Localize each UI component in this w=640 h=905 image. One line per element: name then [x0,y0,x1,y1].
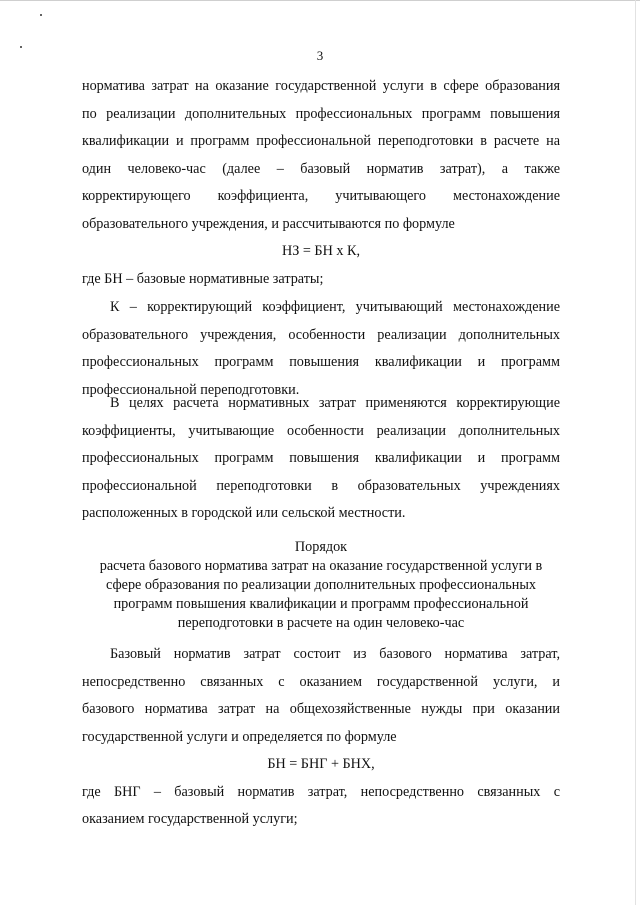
text-line: профессиональной переподготовки в образовательных учреждениях [82,477,560,494]
paragraph-base-norm [82,641,560,834]
text-line: оказанием государственной услуги; [82,811,298,827]
text-line: квалификации и программ профессиональной переподготовки в расчете на [82,133,560,149]
text-line: где БН – базовые нормативные затраты; [82,270,324,287]
text-line: расположенных в городской или сельской местности. [82,505,406,521]
text-line: где БНГ – базовый норматив затрат, непосредственно связанных с [82,783,560,800]
text-line: К – корректирующий коэффициент, учитывающий местонахождение [110,299,560,315]
text-line: профессиональной переподготовки. [82,381,300,398]
text-line: профессиональных программ повышения квалификации и программ [82,450,560,466]
scan-edge-right [635,0,636,905]
paragraph-coefficient [82,294,560,404]
heading-line: сфере образования по реализации дополнительных профессиональных [106,577,536,593]
text-line: профессиональных программ повышения квалификации и программ [82,354,560,370]
page-number: 3 [316,48,324,63]
formula-nz: НЗ = БН х К, [281,243,361,259]
paragraph-intro [82,73,560,293]
text-line: государственной услуги и определяется по формуле [82,728,397,745]
scan-speck [40,14,42,16]
heading-line: расчета базового норматива затрат на оказание государственной услуги в [99,558,543,574]
heading-line: программ повышения квалификации и программ профессиональной [113,596,529,612]
text-line: корректирующего коэффициента, учитывающего местонахождение [82,188,560,204]
text-line: один человеко-час (далее – базовый норматив затрат), а также [82,160,560,177]
text-line: норматива затрат на оказание государственной услуги в сфере образования [82,78,560,94]
text-line: по реализации дополнительных профессиональных программ повышения [82,105,560,122]
section-heading [82,538,560,633]
heading-title: Порядок [294,539,348,555]
text-line: непосредственно связанных с оказанием государственной услуги, и [82,673,560,690]
text-line: Базовый норматив затрат состоит из базового норматива затрат, [110,646,560,662]
text-line: коэффициенты, учитывающие особенности реализации дополнительных [82,422,560,439]
formula-bn: БН = БНГ + БНХ, [267,756,375,772]
heading-line: переподготовки в расчете на один человеко-час [177,615,465,631]
text-line: образовательного учреждения, особенности реализации дополнительных [82,326,560,343]
paragraph-correction [82,390,560,528]
text-line: В целях расчета нормативных затрат применяются корректирующие [110,395,560,411]
text-line: образовательного учреждения, и рассчитываются по формуле [82,215,455,232]
text-line: базового норматива затрат на общехозяйственные нужды при оказании [82,701,560,717]
scan-edge-top [0,0,640,1]
